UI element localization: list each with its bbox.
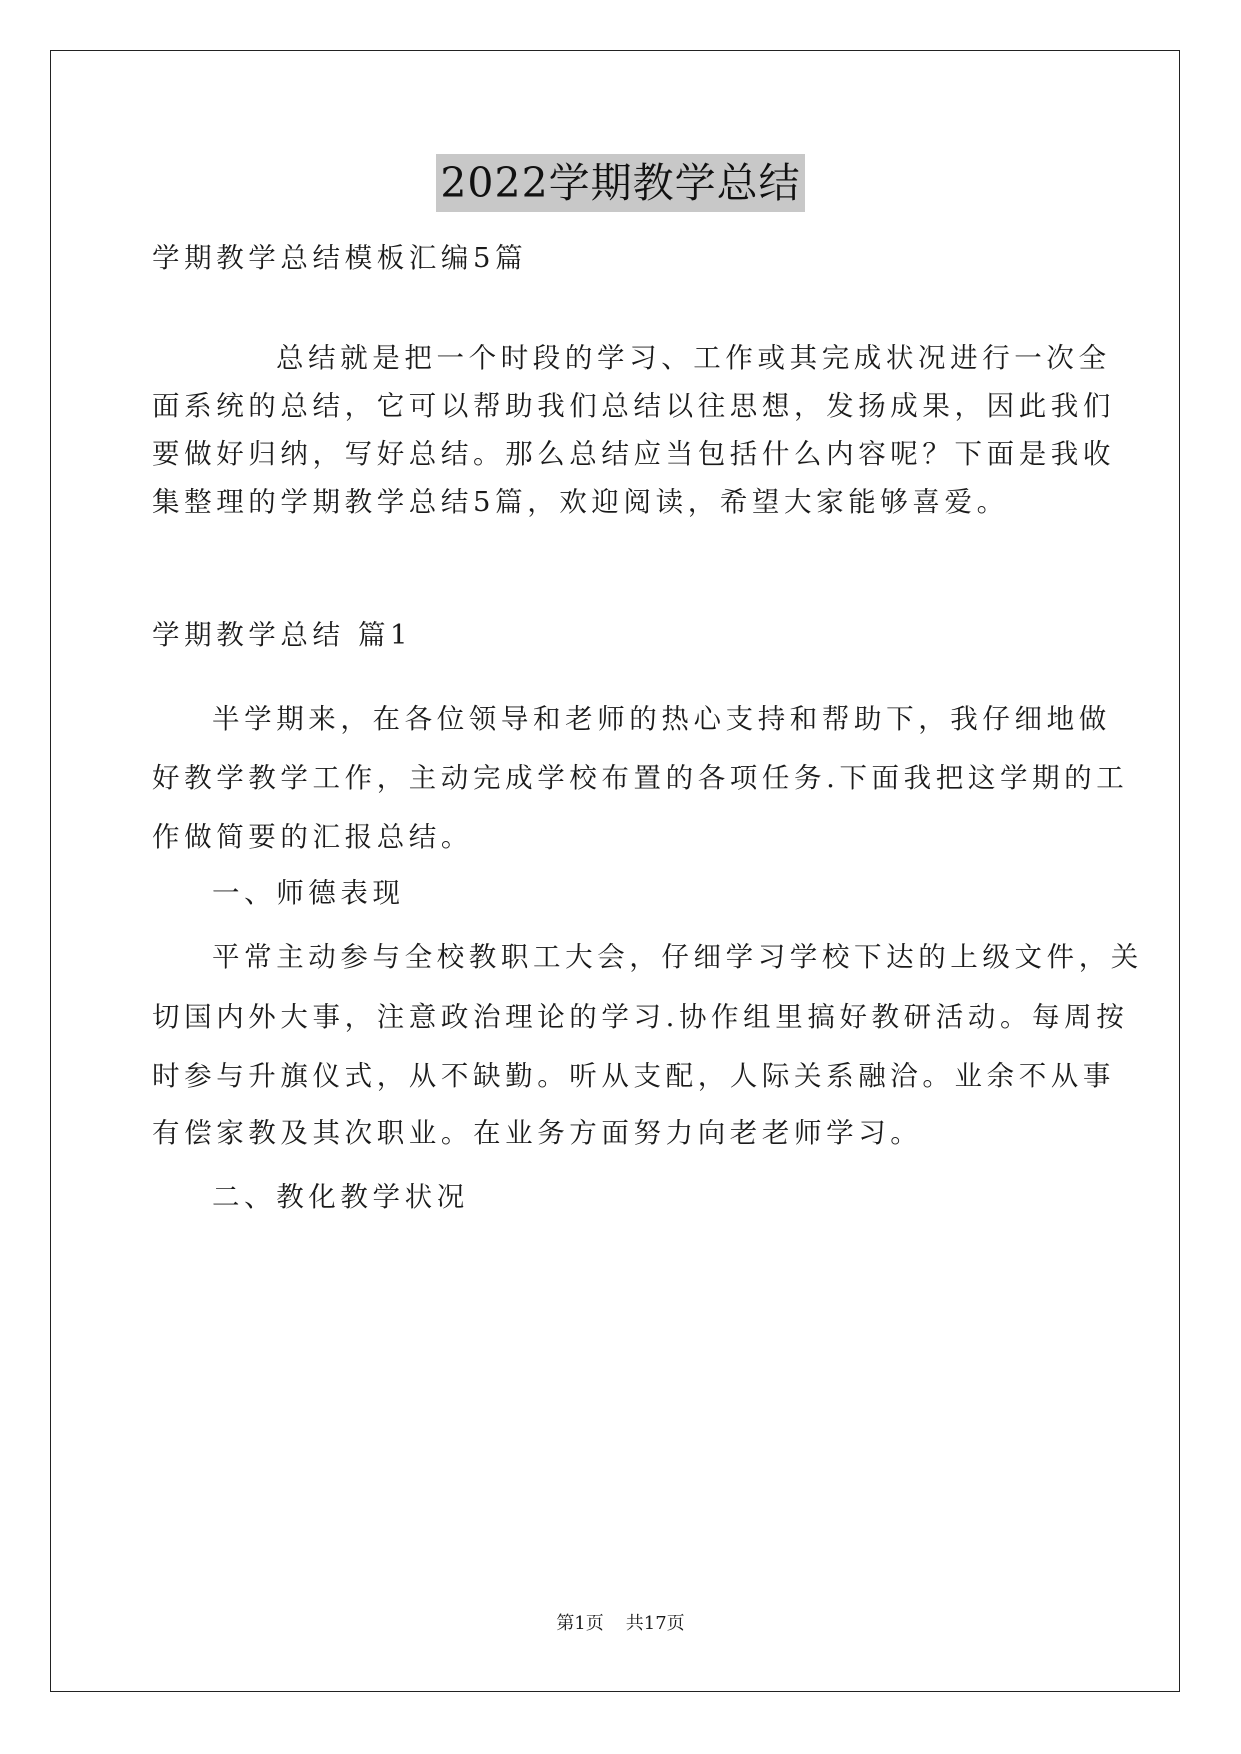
page-border (50, 50, 1180, 1692)
para2-line-3: 时参与升旗仪式，从不缺勤。听从支配，人际关系融洽。业余不从事 (152, 1060, 1115, 1092)
intro-line-1: 总结就是把一个时段的学习、工作或其完成状况进行一次全 (276, 342, 1111, 374)
section-heading: 学期教学总结 篇1 (152, 619, 413, 651)
title-wrap (0, 154, 1241, 212)
para2-line-4: 有偿家教及其次职业。在业务方面努力向老老师学习。 (152, 1117, 923, 1149)
heading-one: 一、师德表现 (212, 877, 405, 909)
para2-line-1: 平常主动参与全校教职工大会，仔细学习学校下达的上级文件，关 (212, 941, 1143, 973)
intro-line-3: 要做好归纳，写好总结。那么总结应当包括什么内容呢？下面是我收 (152, 438, 1115, 470)
para2-line-2: 切国内外大事，注意政治理论的学习.协作组里搞好教研活动。每周按 (152, 1001, 1129, 1033)
intro-line-4: 集整理的学期教学总结5篇，欢迎阅读，希望大家能够喜爱。 (152, 486, 1009, 518)
para1-line-2: 好教学教学工作，主动完成学校布置的各项任务.下面我把这学期的工 (152, 762, 1129, 794)
page-footer (0, 1612, 1241, 1636)
document-title: 2022学期教学总结 (436, 154, 804, 212)
para1-line-3: 作做简要的汇报总结。 (152, 821, 473, 853)
document-subtitle: 学期教学总结模板汇编5篇 (152, 242, 528, 274)
para1-line-1: 半学期来，在各位领导和老师的热心支持和帮助下，我仔细地做 (212, 703, 1111, 735)
total-pages: 共17页 (625, 1613, 685, 1634)
current-page: 第1页 (556, 1613, 604, 1634)
intro-line-2: 面系统的总结，它可以帮助我们总结以往思想，发扬成果，因此我们 (152, 390, 1115, 422)
heading-two: 二、教化教学状况 (212, 1181, 469, 1213)
